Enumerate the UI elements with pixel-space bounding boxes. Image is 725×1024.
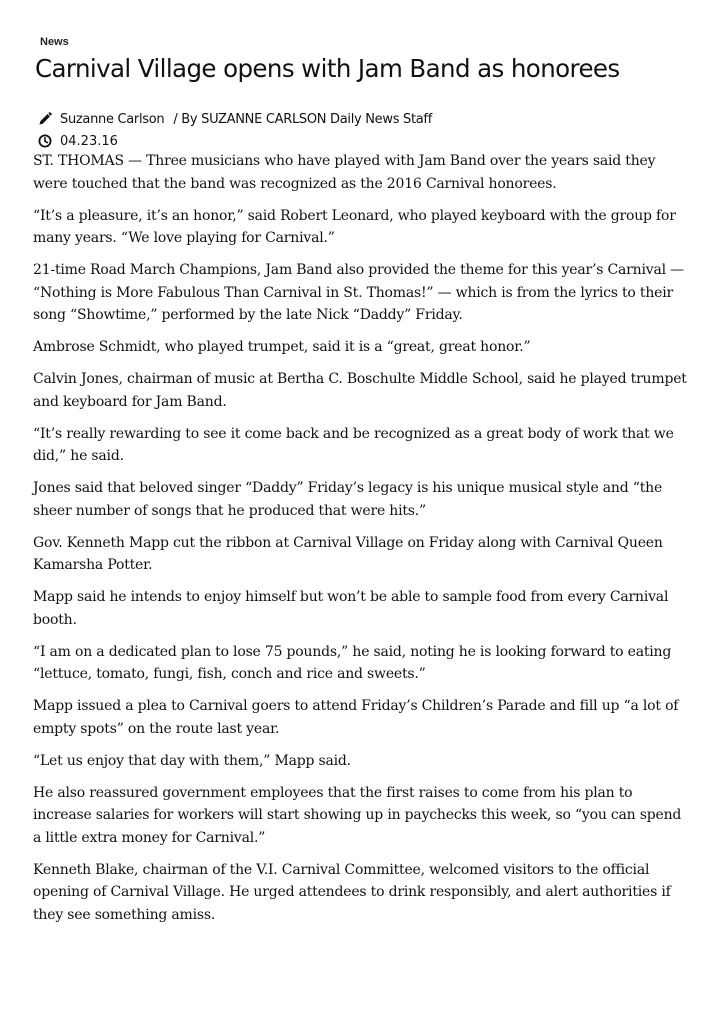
clock-icon bbox=[38, 134, 52, 148]
article-paragraph: 21-time Road March Champions, Jam Band also provided the theme for this year’s Carnival — “Nothing is More Fabulous Than Carnival in St. Thomas!” — which is from the lyrics to their song “Showtime,” performed by the late Nick “Daddy” Friday. bbox=[33, 262, 684, 323]
dateline bbox=[38, 131, 118, 151]
article-paragraph: Calvin Jones, chairman of music at Bertha C. Boschulte Middle School, said he played trumpet and keyboard for Jam Band. bbox=[33, 371, 687, 410]
article-paragraph: Gov. Kenneth Mapp cut the ribbon at Carnival Village on Friday along with Carnival Queen Kamarsha Potter. bbox=[33, 534, 663, 573]
article-paragraph: Ambrose Schmidt, who played trumpet, said it is a “great, great honor.” bbox=[33, 339, 531, 355]
pencil-icon bbox=[38, 112, 52, 126]
publish-date: 04.23.16 bbox=[60, 133, 118, 149]
article-paragraph: “It’s really rewarding to see it come back and be recognized as a great body of work that we did,” he said. bbox=[33, 425, 674, 464]
article-paragraph: ST. THOMAS — Three musicians who have played with Jam Band over the years said they were touched that the band was recognized as the 2016 Carnival honorees. bbox=[33, 153, 656, 192]
article-paragraph: He also reassured government employees that the first raises to come from his plan to increase salaries for workers will start showing up in paychecks this week, so “you can spend a little extra money for Carnival.” bbox=[33, 784, 682, 846]
article-paragraph: Kenneth Blake, chairman of the V.I. Carnival Committee, welcomed visitors to the official opening of Carnival Village. He urged attendees to drink responsibly, and alert authorities if they see something amiss. bbox=[33, 861, 671, 923]
article-paragraph: Mapp said he intends to enjoy himself but won’t be able to sample food from every Carnival booth. bbox=[33, 589, 669, 628]
byline-credit: / By SUZANNE CARLSON Daily News Staff bbox=[173, 111, 432, 127]
article-paragraph: “I am on a dedicated plan to lose 75 pounds,” he said, noting he is looking forward to eating “lettuce, tomato, fungi, fish, conch and rice and sweets.” bbox=[33, 643, 672, 682]
article-body bbox=[33, 150, 693, 936]
article-paragraph: Jones said that beloved singer “Daddy” Friday’s legacy is his unique musical style and “the sheer number of songs that he produced that were hits.” bbox=[33, 480, 663, 519]
headline: Carnival Village opens with Jam Band as honorees bbox=[35, 54, 620, 83]
article-paragraph: “Let us enjoy that day with them,” Mapp said. bbox=[33, 752, 351, 769]
article-paragraph: Mapp issued a plea to Carnival goers to attend Friday’s Children’s Parade and fill up “a lot of empty spots” on the route last year. bbox=[33, 698, 679, 737]
section-label[interactable]: News bbox=[40, 36, 69, 48]
byline bbox=[38, 109, 432, 129]
author-name[interactable]: Suzanne Carlson bbox=[60, 111, 165, 127]
article-paragraph: “It’s a pleasure, it’s an honor,” said Robert Leonard, who played keyboard with the group for many years. “We love playing for Carnival.” bbox=[33, 207, 676, 246]
